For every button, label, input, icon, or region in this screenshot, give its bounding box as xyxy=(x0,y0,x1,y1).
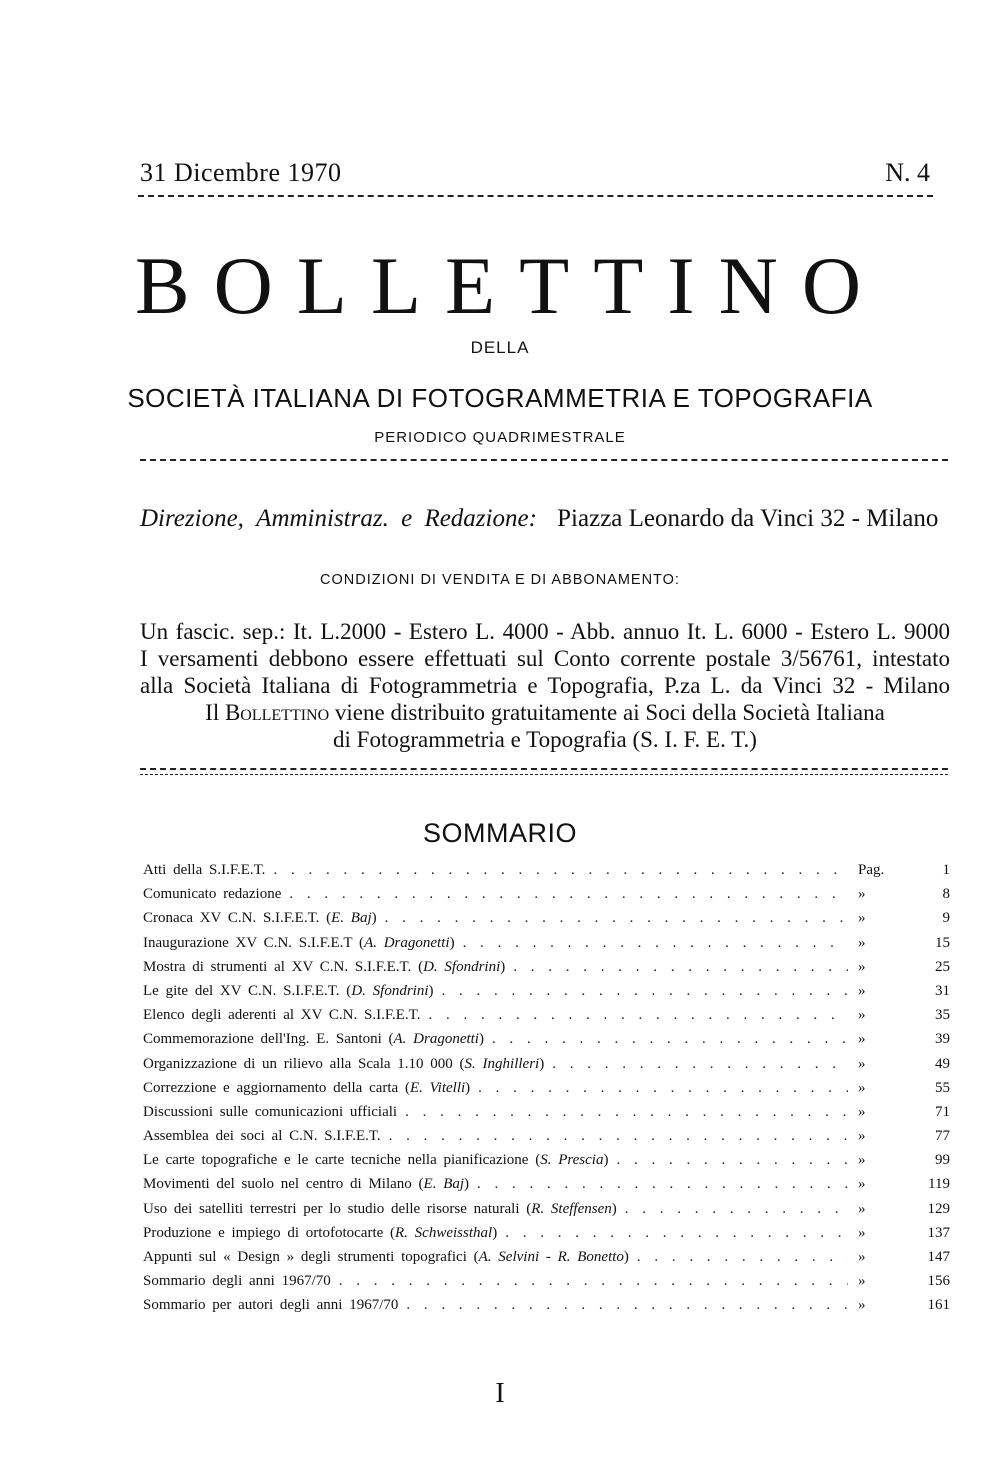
toc-page-number: 1 xyxy=(942,862,950,878)
toc-entry-author: A. Dragonetti xyxy=(393,1031,479,1048)
toc-entry-paren: ) xyxy=(464,1176,470,1193)
toc-page-marker: » xyxy=(858,1079,866,1096)
toc-entry-title xyxy=(143,1293,398,1317)
issue-number: N. 4 xyxy=(885,158,930,187)
toc-page-marker: » xyxy=(858,982,866,999)
toc-page-marker: » xyxy=(858,1103,866,1120)
toc-entry-title xyxy=(143,1221,497,1245)
masthead-periodicity: PERIODICO QUADRIMESTRALE xyxy=(374,429,626,446)
toc-leader-dots xyxy=(397,1100,848,1124)
toc-page-marker: » xyxy=(858,1128,866,1145)
toc-page-number: 55 xyxy=(935,1079,950,1096)
toc-entry-title xyxy=(143,1076,470,1100)
toc-leader-dots xyxy=(265,858,848,882)
toc-page-number: 147 xyxy=(927,1249,950,1265)
conditions-payment-line1: I versamenti debbono essere effettuati sul Conto corrente postale 3/56761, intestato xyxy=(140,646,950,671)
toc-entry-paren: ) xyxy=(492,1224,498,1241)
toc-entry-paren: ) xyxy=(478,1031,484,1048)
address-label-e: e xyxy=(401,505,413,532)
toc-page-marker: » xyxy=(858,1152,866,1169)
toc-leader-dots xyxy=(617,1197,848,1221)
toc-entry-title xyxy=(143,1003,420,1027)
address-label-redazione: Redazione: xyxy=(424,505,537,532)
masthead-della: DELLA xyxy=(470,338,530,357)
distribution-name: Bollettino xyxy=(224,700,330,725)
toc-entry-text: Assemblea dei soci al C.N. S.I.F.E.T. xyxy=(143,1128,381,1145)
toc-page-number: 156 xyxy=(927,1273,950,1290)
toc-leader-dots xyxy=(377,906,848,930)
toc-row xyxy=(143,1003,950,1027)
toc-entry-text: Mostra di strumenti al XV C.N. S.I.F.E.T. ( xyxy=(143,958,424,975)
toc-entry-author: S. Prescia xyxy=(540,1152,604,1169)
toc-entry-title xyxy=(143,882,281,906)
toc-page-marker: » xyxy=(858,1200,866,1217)
toc-entry-paren: ) xyxy=(371,910,377,927)
toc-entry-paren: ) xyxy=(539,1055,545,1072)
toc-page-number: 8 xyxy=(942,886,950,903)
toc-entry-author: E. Baj xyxy=(331,910,372,927)
toc-entry-text: Le carte topografiche e le carte tecniche nella pianificazione ( xyxy=(143,1152,541,1169)
toc-row xyxy=(143,1221,950,1245)
toc-entry-title xyxy=(143,1269,331,1293)
toc-entry-paren: ) xyxy=(603,1152,609,1169)
toc-entry-author: E. Baj xyxy=(423,1176,465,1193)
toc-page-marker: » xyxy=(858,1055,866,1072)
toc-page-marker: » xyxy=(858,934,866,951)
toc-entry-text: Sommario per autori degli anni 1967/70 xyxy=(143,1297,399,1314)
toc-row xyxy=(143,858,950,882)
toc-entry-title xyxy=(143,1197,617,1221)
toc-page-number: 129 xyxy=(927,1200,950,1217)
toc-entry-text: Appunti sul « Design » degli strumenti topografici ( xyxy=(143,1249,479,1265)
toc-row xyxy=(143,979,950,1003)
toc-row xyxy=(143,1197,950,1221)
toc-row xyxy=(143,931,950,955)
toc-leader-dots xyxy=(281,882,848,906)
toc-page-number: 49 xyxy=(935,1055,950,1072)
conditions-distribution-line2: di Fotogrammetria e Topografia (S. I. F. E. T.) xyxy=(333,727,757,752)
toc-leader-dots xyxy=(469,1172,848,1196)
toc-entry-text: Movimenti del suolo nel centro di Milano ( xyxy=(143,1176,424,1193)
address-label-amministraz: Amministraz. xyxy=(256,505,389,532)
conditions-distribution-line1 xyxy=(140,699,950,726)
toc-page-number: 25 xyxy=(935,958,950,975)
address-location: Piazza Leonardo da Vinci 32 - Milano xyxy=(557,505,939,532)
toc-row xyxy=(143,1245,950,1269)
toc-page-number: 71 xyxy=(935,1103,950,1120)
toc-entry-text: Cronaca XV C.N. S.I.F.E.T. ( xyxy=(143,910,332,927)
toc-entry-title xyxy=(143,931,455,955)
toc-entry-author: D. Sfondrini xyxy=(351,982,429,999)
distribution-rest: viene distribuito gratuitamente ai Soci della Società Italiana xyxy=(334,700,885,725)
toc-row xyxy=(143,1100,950,1124)
toc-entry-paren: ) xyxy=(465,1079,471,1096)
conditions-payment-line2: alla Società Italiana di Fotogrammetria e Topografia, P.za L. da Vinci 32 - Milano xyxy=(140,673,950,698)
conditions-block xyxy=(140,618,950,753)
toc-entry-text: Produzione e impiego di ortofotocarte ( xyxy=(143,1224,396,1241)
toc-leader-dots xyxy=(544,1052,848,1076)
toc-page-marker: » xyxy=(858,910,866,927)
toc-page-number: 9 xyxy=(942,910,950,927)
toc-row xyxy=(143,1052,950,1076)
toc-leader-dots xyxy=(470,1076,848,1100)
toc-entry-text: Le gite del XV C.N. S.I.F.E.T. ( xyxy=(143,982,352,999)
toc-entry-title xyxy=(143,1124,381,1148)
toc-entry-text: Uso dei satelliti terrestri per lo studio delle risorse naturali ( xyxy=(143,1200,532,1217)
toc-leader-dots xyxy=(331,1269,848,1293)
toc-page-number: 15 xyxy=(935,934,950,951)
toc-entry-text: Correzzione e aggiornamento della carta ( xyxy=(143,1079,410,1096)
toc-leader-dots xyxy=(484,1027,848,1051)
toc-entry-author: S. Inghilleri xyxy=(464,1055,540,1072)
toc-page-marker: » xyxy=(858,886,866,903)
toc-entry-text: Discussioni sulle comunicazioni ufficiali xyxy=(143,1103,398,1120)
toc-leader-dots xyxy=(608,1148,848,1172)
toc-entry-title xyxy=(143,858,265,882)
conditions-prices: Un fascic. sep.: It. L.2000 - Estero L. 4000 - Abb. annuo It. L. 6000 - Estero L. 9000 xyxy=(140,619,950,644)
toc-page-marker: » xyxy=(858,1007,866,1024)
conditions-heading: CONDIZIONI DI VENDITA E DI ABBONAMENTO: xyxy=(320,572,680,588)
toc-page-number: 31 xyxy=(935,982,950,999)
toc-leader-dots xyxy=(381,1124,848,1148)
toc-row xyxy=(143,955,950,979)
toc-page-marker: » xyxy=(858,1176,866,1193)
toc-page-number: 39 xyxy=(935,1031,950,1048)
toc-row xyxy=(143,1076,950,1100)
toc-entry-title xyxy=(143,1245,629,1269)
toc-entry-paren: ) xyxy=(428,982,434,999)
toc-leader-dots xyxy=(497,1221,848,1245)
toc-row xyxy=(143,1293,950,1317)
toc-entry-paren: ) xyxy=(611,1200,617,1217)
toc-page-marker: » xyxy=(858,1273,866,1290)
toc-page-number: 137 xyxy=(927,1224,950,1241)
distribution-prefix: Il xyxy=(205,700,220,725)
toc-entry-author: R. Schweissthal xyxy=(395,1224,493,1241)
masthead-rule xyxy=(140,459,948,461)
toc-entry-title xyxy=(143,955,505,979)
toc-page-marker: » xyxy=(858,1249,866,1265)
toc-leader-dots xyxy=(505,955,848,979)
toc-entry-text: Inaugurazione XV C.N. S.I.F.E.T ( xyxy=(143,934,365,951)
toc-entry-author: D. Sfondrini xyxy=(423,958,501,975)
toc-page-number: 99 xyxy=(935,1152,950,1169)
toc-entry-title xyxy=(143,1148,608,1172)
toc-page-number: 161 xyxy=(927,1297,950,1314)
toc-page-marker: » xyxy=(858,1297,866,1314)
conditions-rule-2 xyxy=(140,774,948,775)
toc-entry-title xyxy=(143,979,434,1003)
toc-page-marker: » xyxy=(858,958,866,975)
toc-leader-dots xyxy=(434,979,849,1003)
toc-page-number: 77 xyxy=(935,1128,950,1145)
address-line xyxy=(140,505,938,533)
toc-entry-author: E. Vitelli xyxy=(409,1079,466,1096)
toc-entry-title xyxy=(143,1100,397,1124)
toc-page-marker: Pag. xyxy=(858,862,885,878)
toc-entry-title xyxy=(143,1052,544,1076)
toc-row xyxy=(143,1124,950,1148)
toc-page-marker: » xyxy=(858,1031,866,1048)
toc-entry-text: Atti della S.I.F.E.T. xyxy=(143,862,266,878)
toc-entry-text: Organizzazione di un rilievo alla Scala 1.10 000 ( xyxy=(143,1055,465,1072)
masthead-society: SOCIETÀ ITALIANA DI FOTOGRAMMETRIA E TOPOGRAFIA xyxy=(127,383,873,413)
sommario-title: SOMMARIO xyxy=(422,818,577,848)
toc-entry-title xyxy=(143,1027,484,1051)
toc-entry-text: Comunicato redazione xyxy=(143,886,282,903)
toc-page-number: 119 xyxy=(928,1176,950,1193)
address-label-direzione: Direzione, xyxy=(140,505,244,532)
toc-entry-text: Commemorazione dell'Ing. E. Santoni ( xyxy=(143,1031,394,1048)
header-rule xyxy=(138,195,933,197)
masthead-title: BOLLETTINO xyxy=(134,240,886,331)
toc-row xyxy=(143,1172,950,1196)
toc-row xyxy=(143,882,950,906)
toc-row xyxy=(143,1148,950,1172)
toc-row xyxy=(143,1269,950,1293)
toc-entry-title xyxy=(143,906,377,930)
toc-entry-author: A. Dragonetti xyxy=(364,934,450,951)
toc-leader-dots xyxy=(629,1245,848,1269)
toc-entry-paren: ) xyxy=(623,1249,629,1265)
issue-date: 31 Dicembre 1970 xyxy=(140,158,342,187)
toc-entry-author: R. Steffensen xyxy=(531,1200,612,1217)
conditions-rule-1 xyxy=(140,768,948,770)
toc-leader-dots xyxy=(398,1293,848,1317)
toc-page-marker: » xyxy=(858,1224,866,1241)
page-number: I xyxy=(495,1378,505,1409)
toc-leader-dots xyxy=(455,931,848,955)
toc-entry-title xyxy=(143,1172,469,1196)
table-of-contents xyxy=(143,858,950,1318)
toc-entry-paren: ) xyxy=(500,958,506,975)
toc-row xyxy=(143,1027,950,1051)
toc-entry-text: Sommario degli anni 1967/70 xyxy=(143,1273,331,1290)
toc-row xyxy=(143,906,950,930)
toc-leader-dots xyxy=(420,1003,848,1027)
toc-entry-text: Elenco degli aderenti al XV C.N. S.I.F.E.T. xyxy=(143,1007,421,1024)
toc-entry-author: A. Selvini - R. Bonetto xyxy=(478,1249,624,1265)
toc-entry-paren: ) xyxy=(449,934,455,951)
toc-page-number: 35 xyxy=(935,1007,950,1024)
